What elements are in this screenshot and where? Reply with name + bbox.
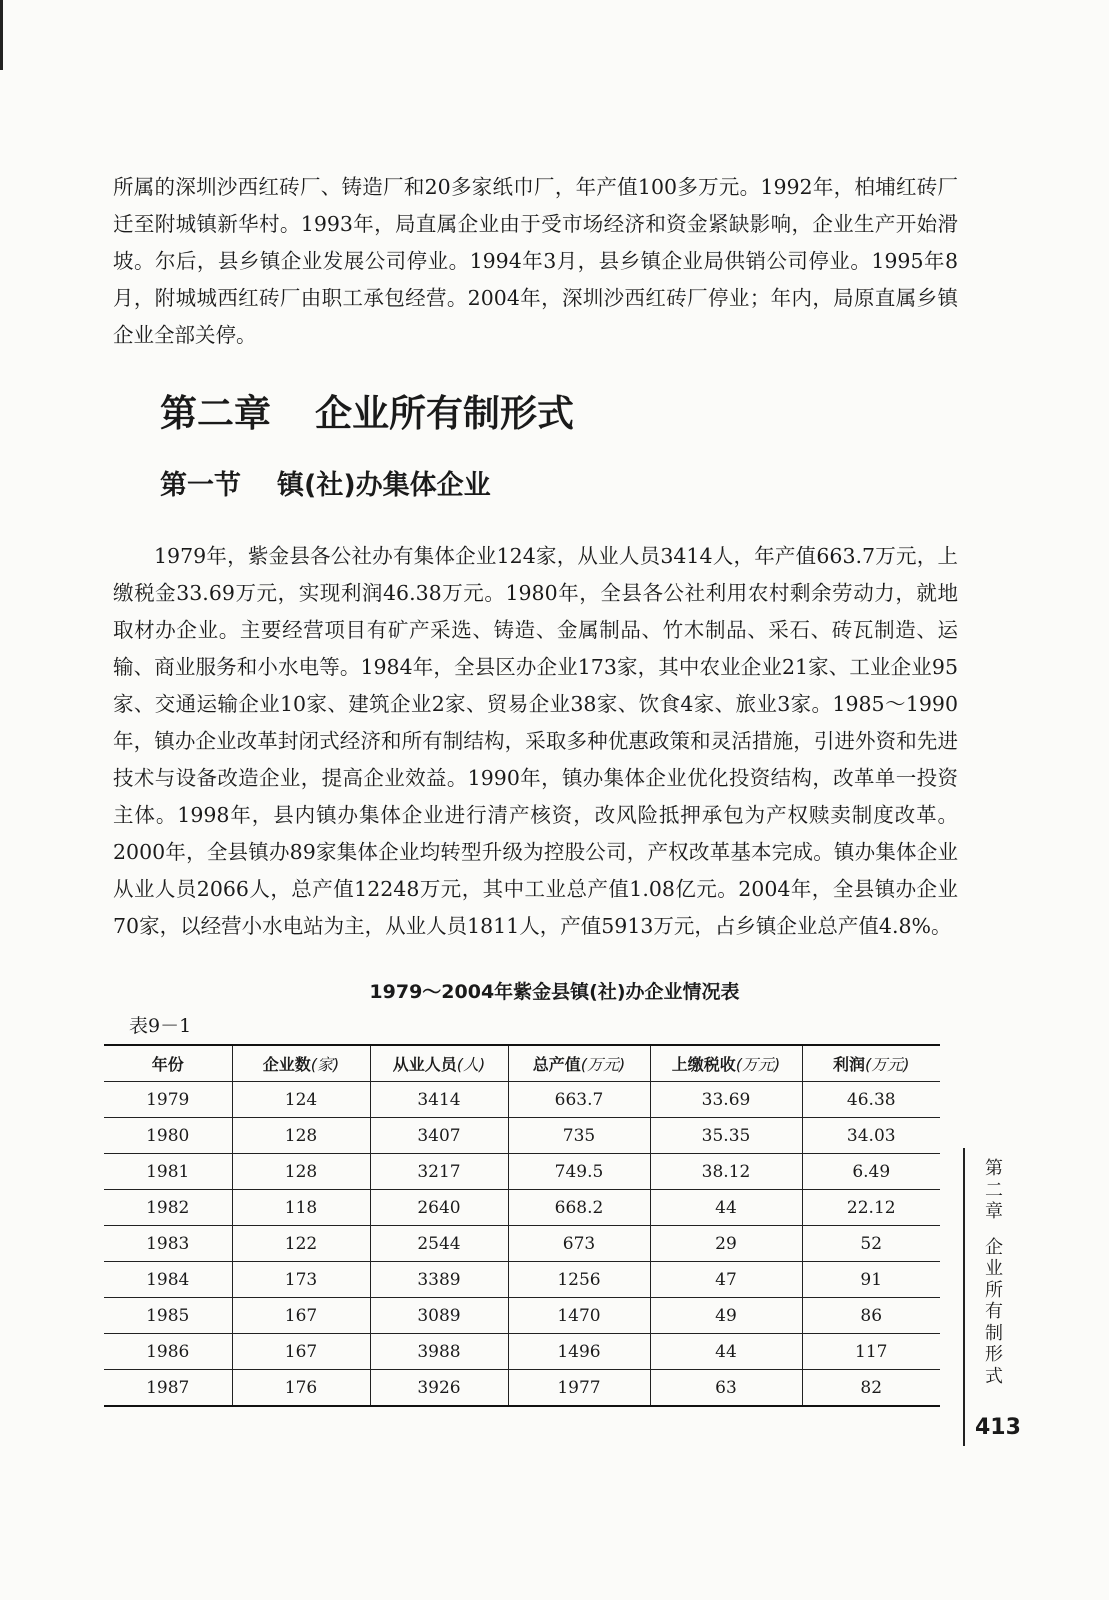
- table-cell: 1496: [508, 1334, 650, 1370]
- table-cell: 49: [650, 1298, 802, 1334]
- table-cell: 176: [232, 1370, 370, 1407]
- margin-title-char: 章: [985, 1201, 1003, 1222]
- margin-title-char: 企: [985, 1236, 1003, 1258]
- table-cell: 6.49: [802, 1154, 940, 1190]
- page-number: 413: [975, 1415, 1021, 1440]
- table-body: [104, 1082, 940, 1407]
- table-title: 1979～2004年紫金县镇(社)办企业情况表: [369, 981, 740, 1003]
- table-header-cell: [802, 1045, 940, 1082]
- table-cell: 1985: [104, 1298, 232, 1334]
- table-cell: 173: [232, 1262, 370, 1298]
- table-cell: 3407: [370, 1118, 508, 1154]
- table-cell: 749.5: [508, 1154, 650, 1190]
- table-cell: 1256: [508, 1262, 650, 1298]
- margin-title-char: 所: [985, 1279, 1003, 1301]
- margin-title-char: 业: [985, 1258, 1003, 1279]
- header-unit: (万元): [580, 1055, 626, 1074]
- chapter-title: 企业所有制形式: [315, 392, 574, 435]
- table-cell: 1982: [104, 1190, 232, 1226]
- section-body-paragraph: 1979年，紫金县各公社办有集体企业124家，从业人员3414人，年产值663.7万元，上缴税金33.69万元，实现利润46.38万元。1980年，全县各公社利用农村剩余劳动力，就地取材办企业。主要经营项目有矿产采选、铸造、金属制品、竹木制品、采石、砖瓦制造、运输、商业服务和小水电等。1984年，全县区办企业173家，其中农业企业21家、工业企业95家、交通运输企业10家、建筑企业2家、贸易企业38家、饮食4家、旅业3家。1985～1990年，镇办企业改革封闭式经济和所有制结构，采取多种优惠政策和灵活措施，引进外资和先进技术与设备改造企业，提高企业效益。1990年，镇办集体企业优化投资结构，改革单一投资主体。1998年，县内镇办集体企业进行清产核资，改风险抵押承包为产权赎卖制度改革。2000年，全县镇办89家集体企业均转型升级为控股公司，产权改革基本完成。镇办集体企业从业人员2066人，总产值12248万元，其中工业总产值1.08亿元。2004年，全县镇办企业70家，以经营小水电站为主，从业人员1811人，产值5913万元，占乡镇企业总产值4.8%。: [113, 544, 958, 938]
- table-cell: 1987: [104, 1370, 232, 1407]
- table-number: 表9－1: [129, 1015, 192, 1037]
- header-label: 上缴税收: [671, 1055, 736, 1074]
- table-cell: 1983: [104, 1226, 232, 1262]
- table-cell: 673: [508, 1226, 650, 1262]
- table-row: [104, 1298, 940, 1334]
- table-header-cell: [232, 1045, 370, 1082]
- margin-title-char: 制: [985, 1322, 1003, 1344]
- table-cell: 1979: [104, 1082, 232, 1118]
- margin-title-char: 式: [985, 1365, 1003, 1387]
- margin-title-char: 有: [985, 1301, 1003, 1322]
- table-cell: 3926: [370, 1370, 508, 1407]
- table-cell: 1470: [508, 1298, 650, 1334]
- table-cell: 128: [232, 1118, 370, 1154]
- margin-title-char: 二: [985, 1179, 1003, 1201]
- header-label: 年份: [151, 1055, 184, 1074]
- table-header: [104, 1045, 940, 1082]
- table-cell: 63: [650, 1370, 802, 1407]
- table-row: [104, 1082, 940, 1118]
- header-label: 利润: [832, 1055, 865, 1074]
- table-cell: 29: [650, 1226, 802, 1262]
- table-cell: 46.38: [802, 1082, 940, 1118]
- table-cell: 47: [650, 1262, 802, 1298]
- section-number: 第一节: [160, 470, 241, 501]
- header-label: 从业人员: [392, 1055, 457, 1074]
- table-cell: 1977: [508, 1370, 650, 1407]
- table-cell: 38.12: [650, 1154, 802, 1190]
- margin-running-title: [979, 1158, 1009, 1387]
- table-header-cell: [508, 1045, 650, 1082]
- table-cell: 663.7: [508, 1082, 650, 1118]
- table-cell: 1986: [104, 1334, 232, 1370]
- table-cell: 2544: [370, 1226, 508, 1262]
- table-cell: 3089: [370, 1298, 508, 1334]
- table-header-row: [104, 1045, 940, 1082]
- table-cell: 124: [232, 1082, 370, 1118]
- table-cell: 3389: [370, 1262, 508, 1298]
- table-cell: 44: [650, 1334, 802, 1370]
- paragraph-continued: 所属的深圳沙西红砖厂、铸造厂和20多家纸巾厂，年产值100多万元。1992年，柏埔红砖厂迁至附城镇新华村。1993年，局直属企业由于受市场经济和资金紧缺影响，企业生产开始滑坡。尔后，县乡镇企业发展公司停业。1994年3月，县乡镇企业局供销公司停业。1995年8月，附城城西红砖厂由职工承包经营。2004年，深圳沙西红砖厂停业；年内，局原直属乡镇企业全部关停。: [113, 175, 958, 347]
- header-unit: (家): [310, 1055, 340, 1074]
- page-edge-mark: [0, 0, 3, 70]
- header-unit: (万元): [735, 1055, 781, 1074]
- table-row: [104, 1118, 940, 1154]
- table-cell: 91: [802, 1262, 940, 1298]
- table-cell: 52: [802, 1226, 940, 1262]
- table-row: [104, 1262, 940, 1298]
- table-cell: 1984: [104, 1262, 232, 1298]
- table-cell: 34.03: [802, 1118, 940, 1154]
- enterprise-table: [104, 1044, 940, 1407]
- margin-title-char: 第: [985, 1158, 1003, 1179]
- table-cell: 117: [802, 1334, 940, 1370]
- table-cell: 3217: [370, 1154, 508, 1190]
- section-heading: [160, 463, 491, 502]
- table-cell: 2640: [370, 1190, 508, 1226]
- chapter-number: 第二章: [160, 392, 271, 435]
- table-cell: 3414: [370, 1082, 508, 1118]
- table-cell: 33.69: [650, 1082, 802, 1118]
- table-cell: 82: [802, 1370, 940, 1407]
- chapter-heading: [160, 383, 574, 437]
- table-cell: 1981: [104, 1154, 232, 1190]
- margin-title-char: 形: [985, 1344, 1003, 1365]
- table-cell: 1980: [104, 1118, 232, 1154]
- table-cell: 22.12: [802, 1190, 940, 1226]
- table-cell: 35.35: [650, 1118, 802, 1154]
- table-cell: 3988: [370, 1334, 508, 1370]
- header-label: 企业数: [262, 1055, 311, 1074]
- table-row: [104, 1226, 940, 1262]
- table-row: [104, 1190, 940, 1226]
- table-cell: 44: [650, 1190, 802, 1226]
- table-cell: 167: [232, 1334, 370, 1370]
- margin-rule: [963, 1148, 965, 1446]
- table-cell: 167: [232, 1298, 370, 1334]
- table-row: [104, 1154, 940, 1190]
- header-label: 总产值: [532, 1055, 581, 1074]
- table-header-cell: [370, 1045, 508, 1082]
- header-unit: (万元): [865, 1055, 910, 1074]
- table-cell: 118: [232, 1190, 370, 1226]
- section-title: 镇(社)办集体企业: [277, 470, 491, 501]
- table-cell: 128: [232, 1154, 370, 1190]
- table-cell: 86: [802, 1298, 940, 1334]
- table-cell: 668.2: [508, 1190, 650, 1226]
- table-cell: 122: [232, 1226, 370, 1262]
- table-row: [104, 1334, 940, 1370]
- table-header-cell: [104, 1045, 232, 1082]
- table-row: [104, 1370, 940, 1407]
- table-header-cell: [650, 1045, 802, 1082]
- table-cell: 735: [508, 1118, 650, 1154]
- header-unit: (人): [456, 1055, 486, 1074]
